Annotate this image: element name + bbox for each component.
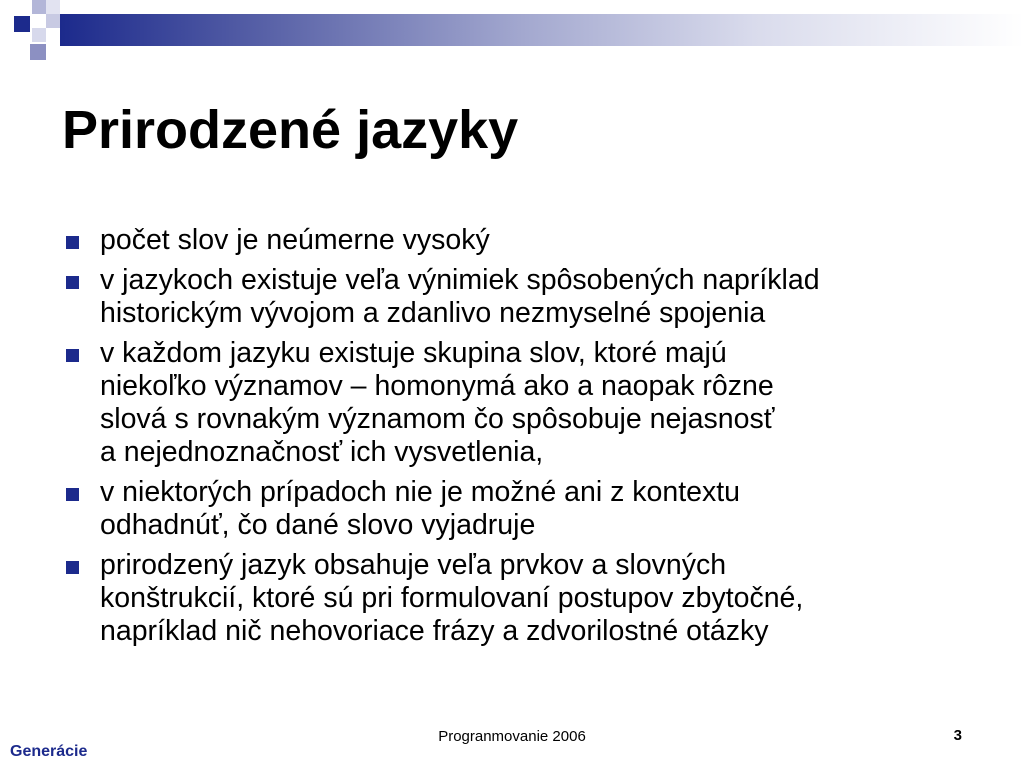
list-item xyxy=(62,224,982,257)
bullet-list xyxy=(62,224,982,655)
section-label: Generácie xyxy=(10,743,88,760)
list-item xyxy=(62,264,982,330)
list-item xyxy=(62,337,982,469)
list-item-text: počet slov je neúmerne vysoký xyxy=(100,224,490,256)
header-decoration xyxy=(0,0,1024,64)
decor-square xyxy=(30,44,46,60)
list-item xyxy=(62,476,982,542)
list-item xyxy=(62,549,982,648)
square-bullet-icon xyxy=(66,488,79,501)
decor-square xyxy=(32,0,46,14)
square-bullet-icon xyxy=(66,561,79,574)
list-item-text: v niektorých prípadoch nie je možné ani z kontextu odhadnúť, čo dané slovo vyjadruje xyxy=(100,476,741,541)
header-gradient-bar xyxy=(60,14,1024,46)
decor-square xyxy=(14,16,30,32)
slide-title: Prirodzené jazyky xyxy=(62,100,519,160)
list-item-text: prirodzený jazyk obsahuje veľa prvkov a slovných konštrukcií, ktoré sú pri formulovaní postupov zbytočné, napríklad nič nehovoriace frázy a zdvorilostné otázky xyxy=(100,549,804,647)
square-bullet-icon xyxy=(66,236,79,249)
decor-square xyxy=(46,14,60,28)
page-number: 3 xyxy=(953,727,962,744)
decor-square xyxy=(60,0,74,14)
list-item-text: v jazykoch existuje veľa výnimiek spôsobených napríklad historickým vývojom a zdanlivo nezmyselné spojenia xyxy=(100,264,820,329)
list-item-text: v každom jazyku existuje skupina slov, ktoré majú niekoľko významov – homonymá ako a naopak rôzne slová s rovnakým významom čo spôsobuje nejasnosť a nejednoznačnosť ich vysvetlenia, xyxy=(100,337,775,468)
decor-square xyxy=(46,0,60,14)
square-bullet-icon xyxy=(66,349,79,362)
footer-text: Progranmovanie 2006 xyxy=(438,728,586,745)
decor-square xyxy=(32,28,46,42)
square-bullet-icon xyxy=(66,276,79,289)
decor-square xyxy=(46,28,60,42)
